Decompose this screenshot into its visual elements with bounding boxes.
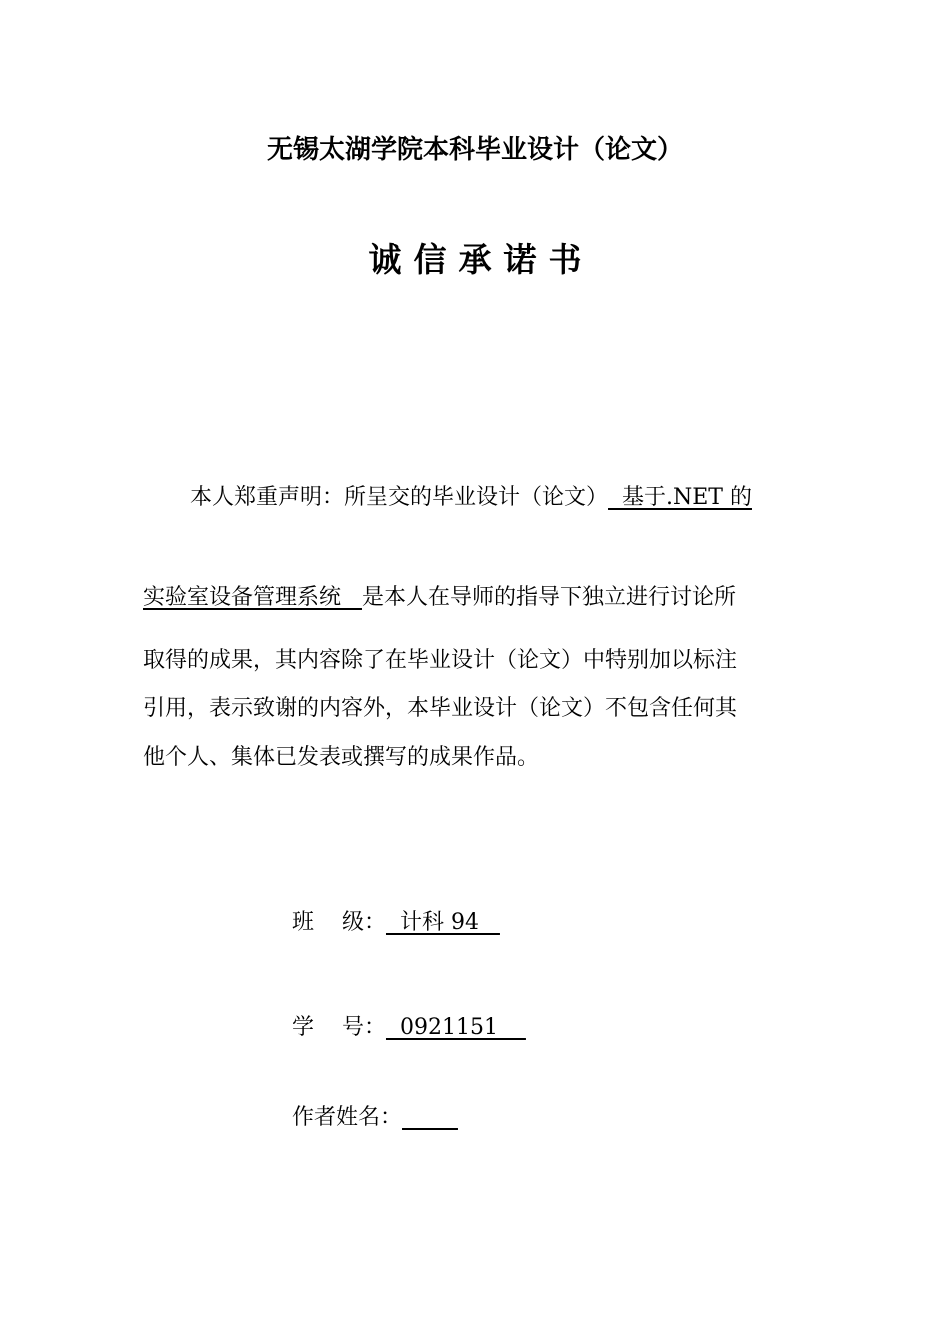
- statement-line-1-text: 本人郑重声明：所呈交的毕业设计（论文）: [190, 485, 609, 510]
- class-value: 计科 94: [385, 910, 500, 935]
- student-id-label: 学 号：: [292, 1015, 386, 1040]
- student-id-row: [292, 1011, 526, 1045]
- statement-line-2: [143, 581, 736, 615]
- statement-line-1: [190, 481, 752, 515]
- class-row: [292, 906, 500, 940]
- author-row: [292, 1101, 458, 1135]
- author-signature-blank: [402, 1105, 458, 1130]
- class-label: 班 级：: [292, 910, 386, 935]
- statement-line-5: 他个人、集体已发表或撰写的成果作品。: [143, 745, 540, 770]
- statement-line-2-text: 是本人在导师的指导下独立进行讨论所: [361, 585, 736, 610]
- statement-line-4: 引用，表示致谢的内容外，本毕业设计（论文）不包含任何其: [143, 696, 738, 721]
- statement-line-3: 取得的成果，其内容除了在毕业设计（论文）中特别加以标注: [143, 648, 738, 673]
- thesis-title-part-2: 实验室设备管理系统: [143, 585, 362, 610]
- document-title: 诚信承诺书: [368, 240, 594, 279]
- school-title: 无锡太湖学院本科毕业设计（论文）: [266, 135, 683, 165]
- student-id-value: 0921151: [385, 1015, 526, 1040]
- author-label: 作者姓名：: [292, 1105, 403, 1130]
- thesis-title-part-1: 基于.NET 的: [608, 485, 752, 510]
